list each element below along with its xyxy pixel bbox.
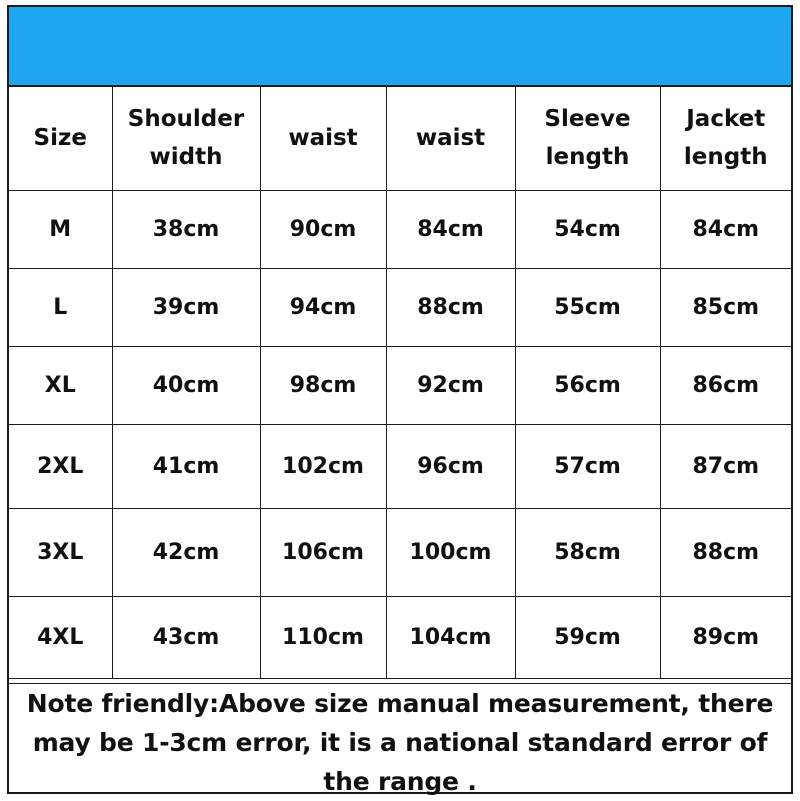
table-cell: 43cm (112, 597, 260, 679)
header-jacket-length: Jacket length (660, 87, 791, 191)
table-cell: 40cm (112, 347, 260, 425)
table-cell: L (9, 269, 112, 347)
size-table (9, 87, 791, 679)
table-cell: 88cm (660, 509, 791, 597)
table-cell: 88cm (386, 269, 515, 347)
table-row (9, 597, 791, 679)
table-cell: 41cm (112, 425, 260, 509)
table-cell: 87cm (660, 425, 791, 509)
table-cell: 42cm (112, 509, 260, 597)
table-cell: 57cm (515, 425, 660, 509)
size-chart (7, 5, 793, 794)
table-cell: 90cm (260, 191, 386, 269)
table-cell: 4XL (9, 597, 112, 679)
table-cell: 39cm (112, 269, 260, 347)
table-cell: 86cm (660, 347, 791, 425)
table-row (9, 347, 791, 425)
table-cell: 85cm (660, 269, 791, 347)
measurement-note: Note friendly:Above size manual measurement, there may be 1-3cm error, it is a national standard error of the range . (9, 683, 791, 794)
table-cell: 58cm (515, 509, 660, 597)
table-cell: 84cm (660, 191, 791, 269)
table-cell: 92cm (386, 347, 515, 425)
header-size: Size (9, 87, 112, 191)
table-cell: 56cm (515, 347, 660, 425)
header-shoulder-width: Shoulder width (112, 87, 260, 191)
header-waist: waist (386, 87, 515, 191)
table-row (9, 269, 791, 347)
table-cell: 96cm (386, 425, 515, 509)
table-row (9, 191, 791, 269)
table-cell: 104cm (386, 597, 515, 679)
table-cell: 54cm (515, 191, 660, 269)
table-cell: XL (9, 347, 112, 425)
table-header-row (9, 87, 791, 191)
table-cell: 38cm (112, 191, 260, 269)
table-cell: 102cm (260, 425, 386, 509)
table-row (9, 509, 791, 597)
header-sleeve-length: Sleeve length (515, 87, 660, 191)
table-cell: 100cm (386, 509, 515, 597)
table-cell: 89cm (660, 597, 791, 679)
table-cell: 98cm (260, 347, 386, 425)
table-row (9, 425, 791, 509)
table-cell: 106cm (260, 509, 386, 597)
table-cell: 59cm (515, 597, 660, 679)
header-banner (9, 7, 791, 87)
table-cell: M (9, 191, 112, 269)
table-cell: 55cm (515, 269, 660, 347)
table-cell: 2XL (9, 425, 112, 509)
header-waist: waist (260, 87, 386, 191)
table-cell: 84cm (386, 191, 515, 269)
table-cell: 94cm (260, 269, 386, 347)
table-cell: 3XL (9, 509, 112, 597)
table-cell: 110cm (260, 597, 386, 679)
